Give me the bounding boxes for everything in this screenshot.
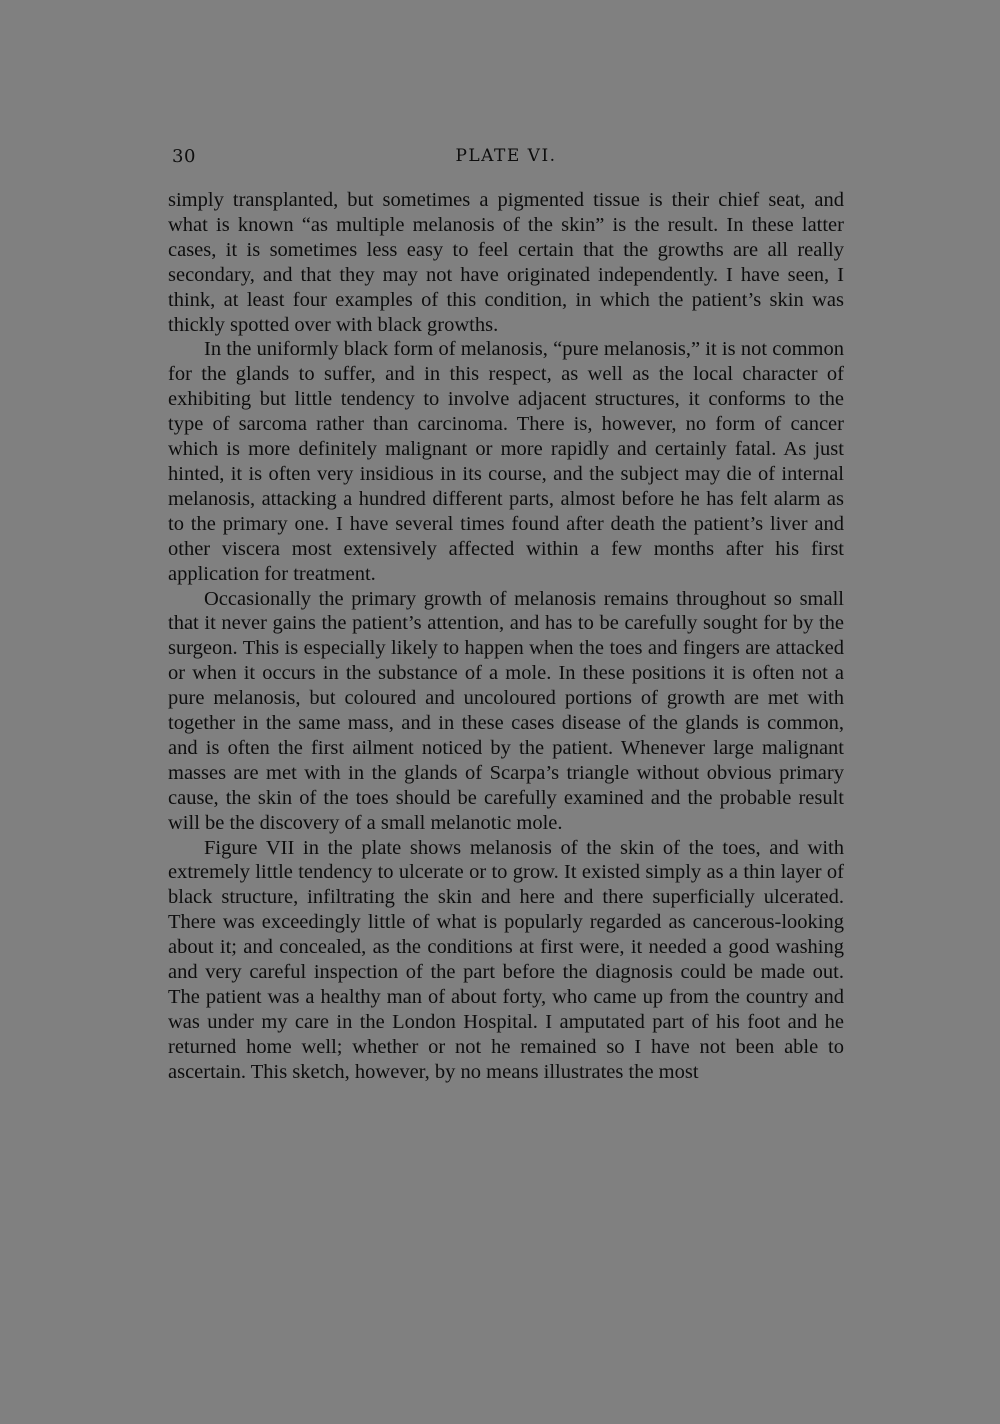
page-header	[168, 146, 844, 174]
page-number: 30	[172, 146, 196, 167]
body-text	[168, 188, 844, 1085]
paragraph-figure-vii: Figure VII in the plate shows melanosis of the skin of the toes, and with extremely little tendency to ulcerate or to grow. It existed simply as a thin layer of black structure, infiltrating the skin and here and there superficially ulcerated. There was exceedingly little of what is popularly regarded as cancerous-looking about it; and concealed, as the conditions at first were, it needed a good washing and very careful inspection of the part before the diagnosis could be made out. The patient was a healthy man of about forty, who came up from the country and was under my care in the London Hospital. I amputated part of his foot and he returned home well; whether or not he remained so I have not been able to ascertain. This sketch, however, by no means illustrates the most	[168, 836, 844, 1083]
running-head: PLATE VI.	[455, 146, 557, 166]
paragraph-continued: simply transplanted, but sometimes a pigmented tissue is their chief seat, and what is known “as multiple melanosis of the skin” is the result. In these latter cases, it is sometimes less easy to feel certain that the growths are all really secondary, and that they may not have originated independently. I have seen, I think, at least four examples of this condition, in which the patient’s skin was thickly spotted over with black growths.	[168, 189, 844, 336]
paragraph-primary-growth: Occasionally the primary growth of melanosis remains throughout so small that it never gains the patient’s attention, and has to be carefully sought for by the surgeon. This is especially likely to happen when the toes and fingers are attacked or when it occurs in the substance of a mole. In these positions it is often not a pure melanosis, but coloured and uncoloured portions of growth are met with together in the same mass, and in these cases disease of the glands is common, and is often the first ailment noticed by the patient. Whenever large malignant masses are met with in the glands of Scarpa’s triangle without obvious primary cause, the skin of the toes should be carefully examined and the probable result will be the discovery of a small melanotic mole.	[168, 587, 844, 834]
paragraph-pure-melanosis: In the uniformly black form of melanosis, “pure melanosis,” it is not common for the glands to suffer, and in this respect, as well as the local character of exhibiting but little tendency to involve adjacent structures, it conforms to the type of sarcoma rather than carcinoma. There is, however, no form of cancer which is more definitely malignant or more rapidly and certainly fatal. As just hinted, it is often very insidious in its course, and the subject may die of internal melanosis, attacking a hundred different parts, almost before he has felt alarm as to the primary one. I have several times found after death the patient’s liver and other viscera most extensively affected within a few months after his first application for treatment.	[168, 338, 844, 585]
